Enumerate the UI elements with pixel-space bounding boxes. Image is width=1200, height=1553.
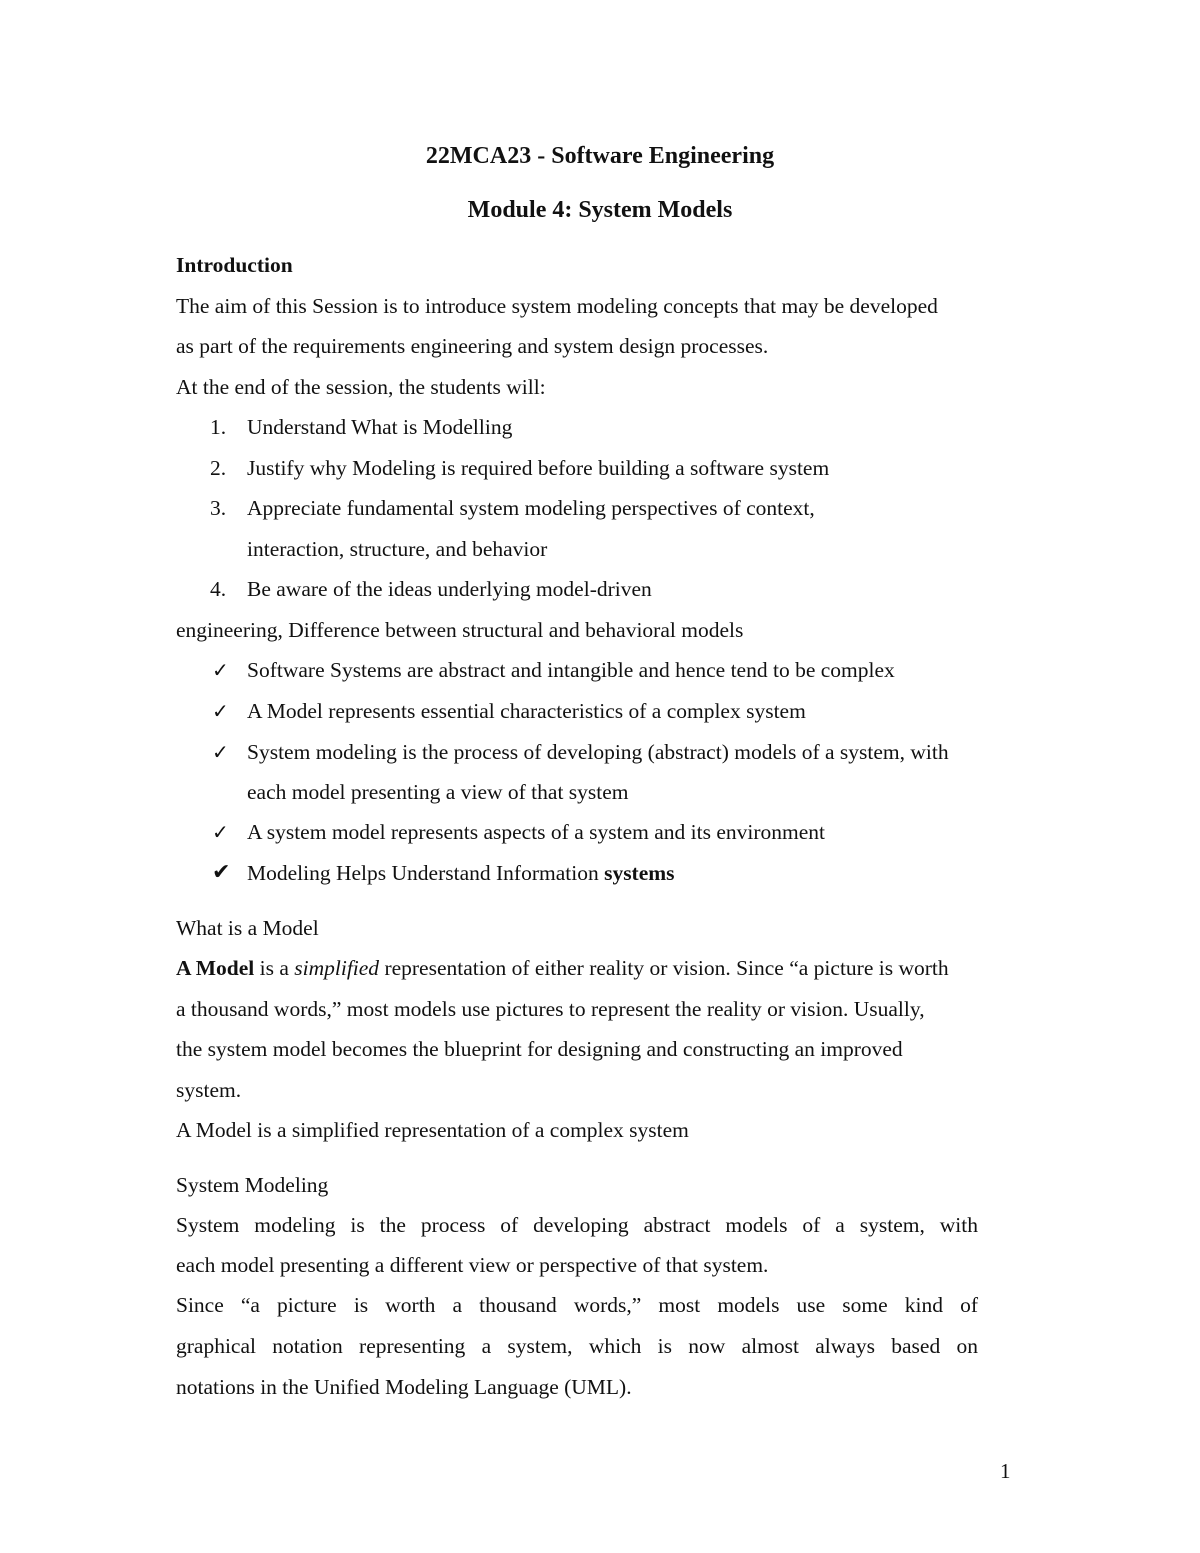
objective-number: 4.	[210, 577, 227, 601]
model-definition-line-4: system.	[176, 1078, 242, 1102]
simplified-term: simplified	[294, 956, 380, 980]
heavy-checkmark-icon: ✔	[212, 860, 231, 885]
checklist-item: Software Systems are abstract and intangible and hence tend to be complex	[247, 658, 895, 682]
checklist-item: A Model represents essential characteristics of a complex system	[247, 699, 806, 723]
system-modeling-heading: System Modeling	[176, 1173, 329, 1197]
model-definition-line-1	[176, 954, 949, 982]
checklist-item: System modeling is the process of developing (abstract) models of a system, with	[247, 740, 949, 764]
checklist-item	[247, 859, 675, 887]
objective-text: Be aware of the ideas underlying model-driven	[247, 577, 652, 601]
system-modeling-p1-line-2: each model presenting a different view or perspective of that system.	[176, 1253, 769, 1277]
checklist-item-continued: each model presenting a view of that system	[247, 780, 629, 804]
system-modeling-p1-line-1: System modeling is the process of developing abstract models of a system, with	[176, 1213, 978, 1237]
objective-text: Justify why Modeling is required before building a software system	[247, 456, 830, 480]
course-title: 22MCA23 - Software Engineering	[425, 143, 775, 169]
objective-text: Understand What is Modelling	[247, 415, 513, 439]
objective-continuation: engineering, Difference between structural and behavioral models	[176, 618, 744, 642]
checklist-item-bold: systems	[604, 861, 675, 885]
model-definition-line-2: a thousand words,” most models use pictures to represent the reality or vision. Usually,	[176, 997, 925, 1021]
model-definition-line-3: the system model becomes the blueprint for designing and constructing an improved	[176, 1037, 903, 1061]
model-term: A Model	[176, 956, 255, 980]
checkmark-icon: ✓	[212, 699, 229, 723]
model-text-b: representation of either reality or vision. Since “a picture is worth	[379, 956, 949, 980]
model-text-a: is a	[254, 956, 295, 980]
system-modeling-p2-line-2: graphical notation representing a system, which is now almost always based on	[176, 1334, 978, 1358]
objective-text-continued: interaction, structure, and behavior	[247, 537, 548, 561]
system-modeling-p2-line-3: notations in the Unified Modeling Language (UML).	[176, 1375, 632, 1399]
objective-number: 2.	[210, 456, 227, 480]
page-number: 1	[1000, 1459, 1011, 1483]
intro-paragraph-line-2: as part of the requirements engineering and system design processes.	[176, 334, 769, 358]
module-title: Module 4: System Models	[467, 197, 733, 223]
system-modeling-p2-line-1: Since “a picture is worth a thousand words,” most models use some kind of	[176, 1293, 978, 1317]
objective-text: Appreciate fundamental system modeling perspectives of context,	[247, 496, 815, 520]
intro-lead: At the end of the session, the students will:	[176, 375, 546, 399]
what-is-model-heading: What is a Model	[176, 916, 319, 940]
model-summary: A Model is a simplified representation of a complex system	[176, 1118, 689, 1142]
checkmark-icon: ✓	[212, 820, 229, 844]
checklist-item: A system model represents aspects of a system and its environment	[247, 820, 825, 844]
objective-number: 1.	[210, 415, 227, 439]
intro-paragraph-line-1: The aim of this Session is to introduce system modeling concepts that may be developed	[176, 294, 938, 318]
checkmark-icon: ✓	[212, 740, 229, 764]
checkmark-icon: ✓	[212, 658, 229, 682]
objective-number: 3.	[210, 496, 227, 520]
checklist-item-text: Modeling Helps Understand Information	[247, 861, 605, 885]
introduction-heading: Introduction	[176, 253, 293, 277]
